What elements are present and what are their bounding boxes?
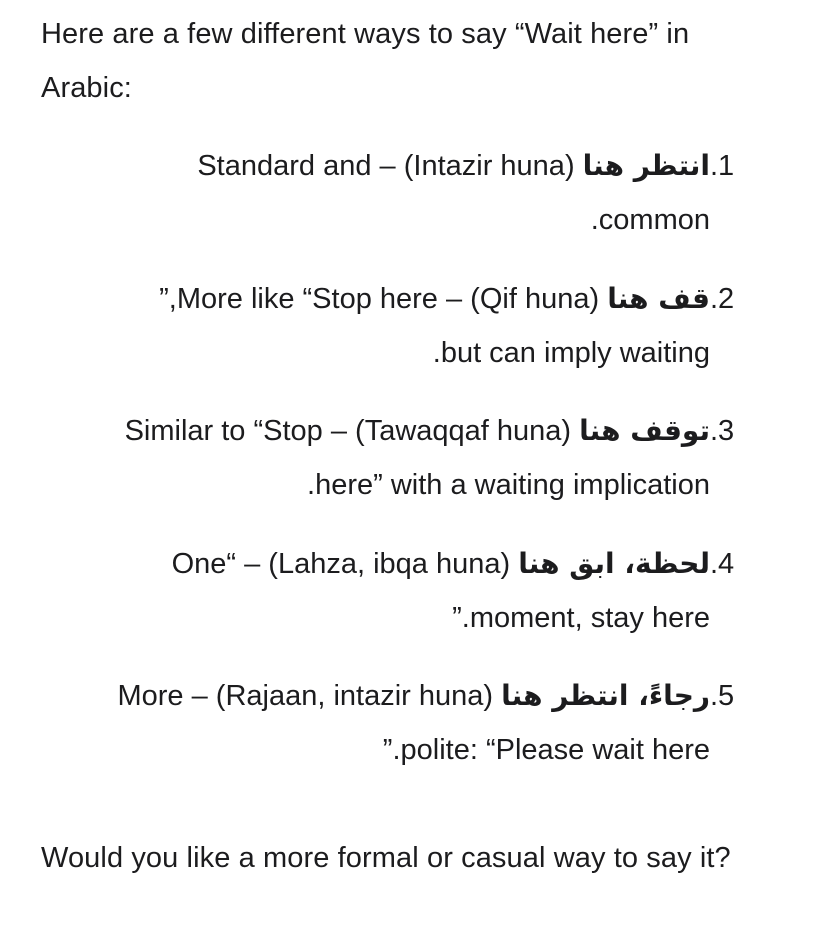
list-item [28, 272, 754, 380]
list-number: .4 [710, 548, 735, 580]
transliteration-text: (Tawaqqaf huna) – Similar to “Stop [124, 415, 580, 447]
arabic-phrase: انتظر هنا [582, 149, 710, 182]
list-item [28, 537, 754, 645]
list-item [28, 404, 754, 512]
list-item-line-2: moment, stay here.” [452, 602, 710, 634]
list-item-body [28, 669, 710, 777]
arabic-phrase: قف هنا [607, 282, 710, 315]
list-item [28, 139, 754, 247]
list-item-line-1 [28, 669, 710, 723]
list-item-line-2: polite: “Please wait here.” [382, 734, 710, 766]
list-number: .2 [710, 283, 735, 315]
arabic-phrase: توقف هنا [579, 414, 710, 447]
list-number: .1 [710, 150, 735, 182]
list-item-line-2: but can imply waiting. [432, 337, 710, 369]
intro-text: Here are a few different ways to say “Wait here” in Arabic: [41, 18, 690, 104]
list-item-body [28, 139, 710, 247]
transliteration-text: (Rajaan, intazir huna) – More [117, 680, 502, 712]
transliteration-text: (Intazir huna) – Standard and [197, 150, 583, 182]
closing-question: Would you like a more formal or casual way to say it? [41, 842, 731, 874]
list-item-body [28, 404, 710, 512]
list-item-line-2: here” with a waiting implication. [307, 469, 710, 501]
list-item [28, 669, 754, 777]
transliteration-text: (Lahza, ibqa huna) – “One [171, 548, 519, 580]
list-item-line-1 [28, 537, 710, 591]
transliteration-text: (Qif huna) – More like “Stop here,” [159, 283, 608, 315]
list-item-body [28, 537, 710, 645]
list-number: .5 [710, 680, 735, 712]
list-item-body [28, 272, 710, 380]
arabic-phrase: لحظة، ابق هنا [518, 547, 710, 580]
list-item-line-1 [28, 272, 710, 326]
list-item-line-1 [28, 139, 710, 193]
list-number: .3 [710, 415, 735, 447]
list-item-line-2: common. [590, 204, 710, 236]
list-item-line-1 [28, 404, 710, 458]
arabic-phrase: رجاءً، انتظر هنا [501, 679, 710, 712]
